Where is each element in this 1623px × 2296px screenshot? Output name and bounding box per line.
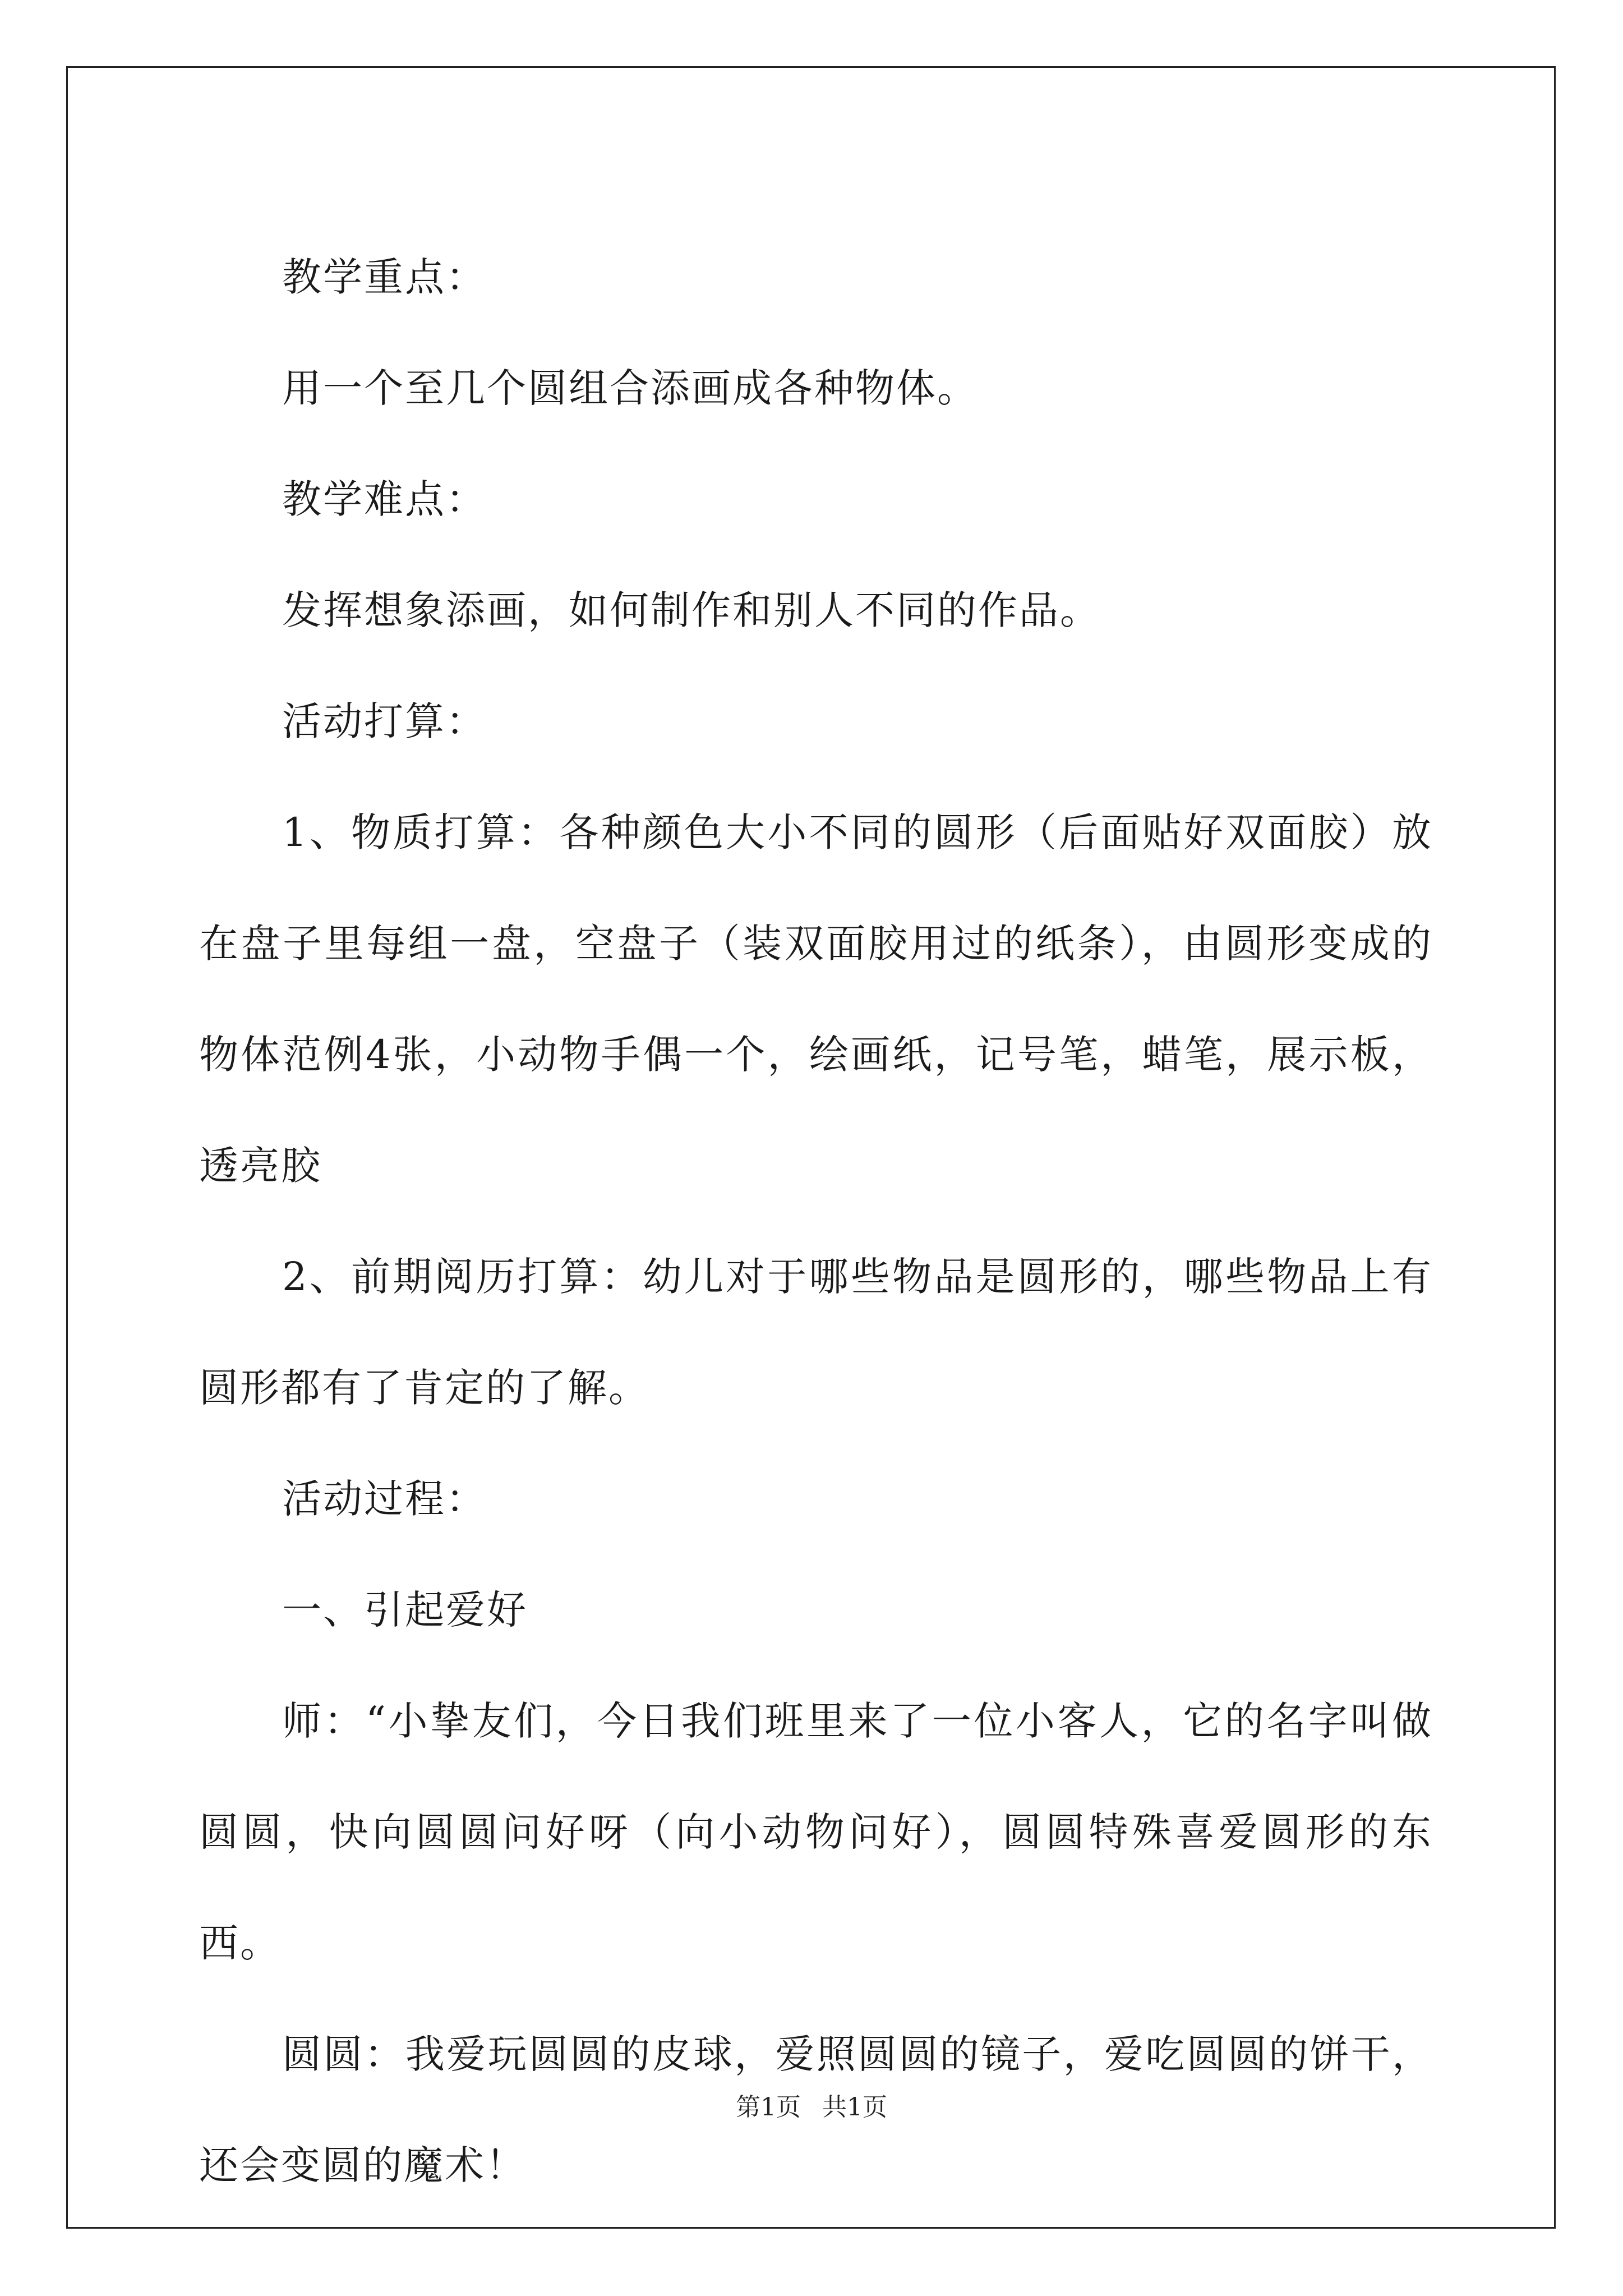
document-body: [199, 222, 1433, 2221]
heading-teaching-difficulty: 教学难点：: [282, 476, 487, 522]
paragraph-teaching-difficulty: 发挥想象添画，如何制作和别人不同的作品。: [282, 587, 1101, 633]
heading-activity-process: 活动过程：: [282, 1476, 487, 1522]
heading-activity-preparation: 活动打算：: [282, 698, 487, 744]
paragraph-teacher-dialogue: 师：“小挚友们，今日我们班里来了一位小客人，它的名字叫做圆圆，快向圆圆问好呀（向小动物问好），圆圆特殊喜爱圆形的东西。: [199, 1698, 1433, 1966]
heading-teaching-focus: 教学重点：: [282, 254, 487, 300]
page-footer: [0, 2087, 1623, 2123]
paragraph-teaching-focus: 用一个至几个圆组合添画成各种物体。: [282, 365, 978, 411]
paragraph-yuanyuan-dialogue: 圆圆：我爱玩圆圆的皮球，爱照圆圆的镜子，爱吃圆圆的饼干，还会变圆的魔术！: [199, 2031, 1433, 2188]
paragraph-material-preparation: 1、物质打算：各种颜色大小不同的圆形（后面贴好双面胶）放在盘子里每组一盘，空盘子（装双面胶用过的纸条），由圆形变成的物体范例4张，小动物手偶一个，绘画纸，记号笔，蜡笔，展示板，透亮胶: [199, 809, 1433, 1189]
page-number: 第1页: [736, 2093, 801, 2122]
paragraph-experience-preparation: 2、前期阅历打算：幼儿对于哪些物品是圆形的，哪些物品上有圆形都有了肯定的了解。: [199, 1254, 1433, 1411]
heading-arouse-interest: 一、引起爱好: [282, 1587, 528, 1633]
page-total: 共1页: [822, 2093, 887, 2122]
